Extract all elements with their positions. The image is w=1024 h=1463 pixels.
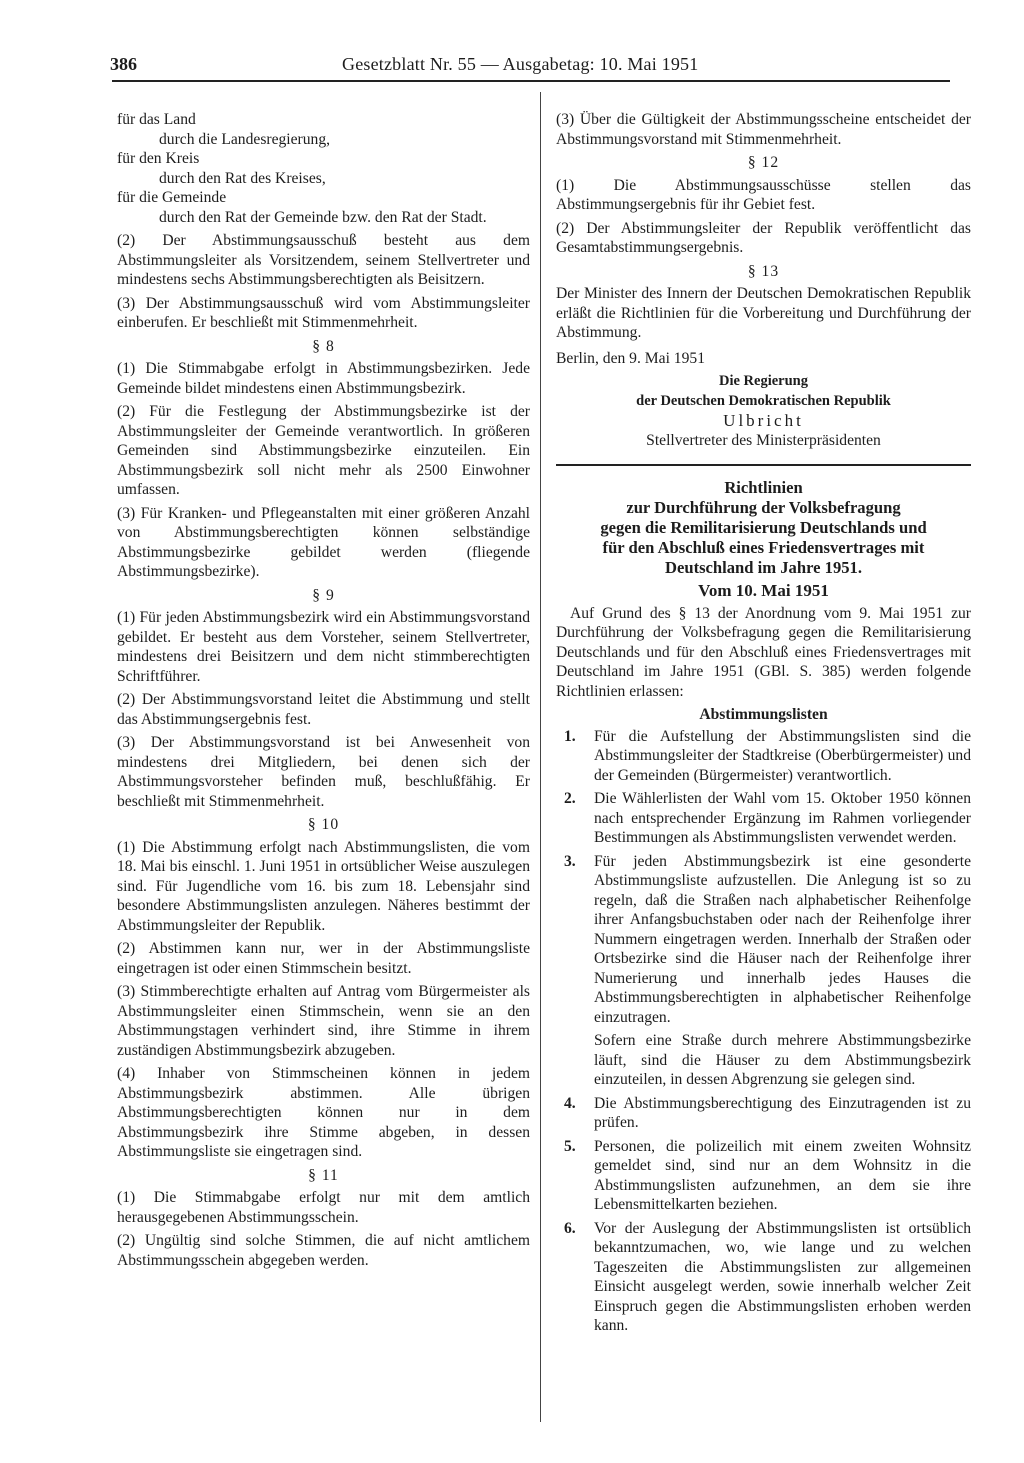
delegation-list	[117, 110, 530, 227]
section-13-heading: § 13	[747, 262, 780, 280]
section-8-heading: § 8	[312, 337, 335, 355]
delegation-gemeinde: für die Gemeinde	[117, 189, 227, 206]
item-text: Für die Aufstellung der Abstimmungslisten sind die Abstimmungsleiter der Stadtkreise (Oberbürgermeister) und der Gemeinden (Bürgermeister) verantwortlich.	[594, 727, 971, 784]
item-text: Die Wählerlisten der Wahl vom 15. Oktober 1950 können nach entsprechender Ergänzung im Rahmen vorliegender Bestimmungen als Abstimmungslisten verwendet werden.	[594, 790, 971, 846]
running-title: Gesetzblatt Nr. 55 — Ausgabetag: 10. Mai 1951	[342, 54, 699, 74]
signer-name: Ulbricht	[723, 411, 804, 430]
delegation-gemeinde-by: durch den Rat der Gemeinde bzw. den Rat der Stadt.	[159, 208, 487, 226]
section-12-heading: § 12	[747, 154, 780, 171]
s10-paragraph-1: (1) Die Abstimmung erfolgt nach Abstimmungslisten, die vom 18. Mai bis einschl. 1. Juni 1951 in ortsüblicher Weise auszulegen sind. Für Jugendliche vom 16. bis zum 18. Lebensjahr sind besondere Abstimmungslisten anzulegen. Näheres bestimmt der Abstimmungsleiter der Republik.	[117, 838, 530, 934]
s9-paragraph-3: (3) Der Abstimmungsvorstand ist bei Anwesenheit von mindestens drei Mitgliedern, bei denen sich der Abstimmungsvorsteher befinden muß, beschlußfähig. Er beschließt mit Stimmenmehrheit.	[117, 734, 530, 810]
item-text: Vor der Auslegung der Abstimmungslisten ist ortsüblich bekanntzumachen, wo, wie lange und zu welchen Tageszeiten die Abstimmungslisten zur allgemeinen Einsicht ausgelegt werden, sowie innerhalb welcher Zeit Einspruch gegen die Abstimmungslisten erhoben werden kann.	[594, 1219, 971, 1334]
list-item	[556, 1219, 971, 1336]
s10-paragraph-4: (4) Inhaber von Stimmscheinen können in jedem Abstimmungsbezirk abstimmen. Alle übrigen Abstimmungsberechtigten können nur in dem Abstimmungsbezirk ihre Stimme abgeben, in dessen Abstimmungsliste sie eingetragen sind.	[117, 1065, 530, 1160]
list-item	[556, 727, 971, 786]
s8-paragraph-2: (2) Für die Festlegung der Abstimmungsbezirke ist der Abstimmungsleiter der Gemeinde verantwortlich. In größeren Gemeinden sind Abstimmungsbezirke einzuteilen. Ein Abstimmungsbezirk soll nicht mehr als 2500 Einwohner umfassen.	[117, 403, 530, 498]
s8-paragraph-1: (1) Die Stimmabgabe erfolgt in Abstimmungsbezirken. Jede Gemeinde bildet mindestens einen Abstimmungsbezirk.	[117, 360, 530, 397]
guideline-title	[556, 478, 971, 578]
s9-paragraph-1: (1) Für jeden Abstimmungsbezirk wird ein Abstimmungsvorstand gebildet. Er besteht aus dem Vorsteher, seinem Stellvertreter, mindestens drei Beisitzern und dem nicht stimmberechtigten Schriftführer.	[117, 609, 530, 685]
item-number: 1.	[564, 727, 576, 745]
guideline-title-line-1: Richtlinien	[724, 478, 803, 497]
delegation-land: für das Land	[117, 111, 196, 128]
section-11-heading: § 11	[308, 1166, 339, 1184]
s11-paragraph-2: (2) Ungültig sind solche Stimmen, die auf nicht amtlichem Abstimmungsschein abgegeben werden.	[117, 1232, 530, 1269]
list-item	[556, 1137, 971, 1215]
s7-paragraph-3: (3) Der Abstimmungsausschuß wird vom Abstimmungsleiter einberufen. Er beschließt mit Stimmenmehrheit.	[117, 294, 530, 331]
left-column	[117, 110, 530, 1270]
guideline-title-line-3: gegen die Remilitarisierung Deutschlands und	[600, 518, 927, 537]
section-10-heading: § 10	[307, 816, 340, 833]
delegation-land-by: durch die Landesregierung,	[159, 130, 331, 148]
signer-role: Stellvertreter des Ministerpräsidenten	[646, 431, 881, 449]
list-item	[556, 1094, 971, 1133]
item-text: Personen, die polizeilich mit einem zweiten Wohnsitz gemeldet sind, sind nur an dem Wohnsitz in die Abstimmungslisten aufzunehmen, an dem sie ihre Lebensmittelkarten beziehen.	[594, 1137, 971, 1213]
item-number: 2.	[564, 790, 576, 807]
guideline-intro: Auf Grund des § 13 der Anordnung vom 9. Mai 1951 zur Durchführung der Volksbefragung gegen die Remilitarisierung Deutschlands und für den Abschluß eines Friedensvertrages mit Deutschland im Jahre 1951 (GBl. S. 385) werden folgende Richtlinien erlassen:	[556, 604, 971, 700]
item-text: Für jeden Abstimmungsbezirk ist eine gesonderte Abstimmungsliste aufzustellen. Die Anlegung ist so zu regeln, daß die Straßen nach alphabetischer Reihenfolge ihrer Anfangsbuchstaben oder nach der Reihenfolge ihrer Nummern eingetragen werden. Innerhalb der Straßen oder Ortsbezirke sind die Häuser nach der Reihenfolge ihrer Numerierung und innerhalb jedes Hauses die Abstimmungsberechtigten in alphabetischer Reihenfolge einzutragen.	[594, 852, 971, 1026]
s13-paragraph-1: Der Minister des Innern der Deutschen Demokratischen Republik erläßt die Richtlinien für die Vorbereitung und Durchführung der Abstimmung.	[556, 285, 971, 341]
page-header	[110, 52, 950, 76]
s10-paragraph-3: (3) Stimmberechtigte erhalten auf Antrag vom Bürgermeister als Abstimmungsleiter einen Stimmschein, wenn sie an den Abstimmungstagen verhindert sind, ihre Stimme in ihrem zuständigen Abstimmungsbezirk abzugeben.	[117, 983, 530, 1059]
item-number: 6.	[564, 1219, 576, 1237]
header-rule	[112, 80, 950, 82]
guideline-title-line-2: zur Durchführung der Volksbefragung	[626, 498, 901, 517]
item-number: 5.	[564, 1137, 576, 1155]
s9-paragraph-2: (2) Der Abstimmungsvorstand leitet die Abstimmung und stellt das Abstimmungsergebnis fest.	[117, 691, 530, 728]
list-item	[556, 852, 971, 1090]
item-number: 3.	[564, 852, 576, 870]
delegation-kreis: für den Kreis	[117, 150, 200, 167]
s12-paragraph-2: (2) Der Abstimmungsleiter der Republik veröffentlicht das Gesamtabstimmungsergebnis.	[556, 219, 971, 256]
government-line-2: der Deutschen Demokratischen Republik	[636, 392, 891, 409]
s10-paragraph-2: (2) Abstimmen kann nur, wer in der Abstimmungsliste eingetragen ist oder einen Stimmschein besitzt.	[117, 940, 530, 977]
item-text: Die Abstimmungsberechtigung des Einzutragenden ist zu prüfen.	[594, 1094, 971, 1131]
guideline-title-line-4: für den Abschluß eines Friedensvertrages mit	[602, 538, 925, 557]
guideline-items	[556, 727, 971, 1336]
s11-paragraph-1: (1) Die Stimmabgabe erfolgt nur mit dem amtlich herausgegebenen Abstimmungsschein.	[117, 1189, 530, 1226]
guideline-date: Vom 10. Mai 1951	[698, 581, 829, 600]
right-column	[556, 110, 971, 1340]
s12-paragraph-1: (1) Die Abstimmungsausschüsse stellen das Abstimmungsergebnis für ihr Gebiet fest.	[556, 176, 971, 213]
item-number: 4.	[564, 1094, 576, 1112]
subheading-abstimmungslisten: Abstimmungslisten	[699, 706, 828, 723]
list-item	[556, 789, 971, 848]
place-date: Berlin, den 9. Mai 1951	[556, 349, 705, 367]
section-9-heading: § 9	[312, 586, 335, 604]
column-divider	[540, 92, 541, 1422]
government-line-1: Die Regierung	[719, 373, 808, 389]
page-number: 386	[110, 54, 137, 74]
s7-paragraph-2: (2) Der Abstimmungsausschuß besteht aus dem Abstimmungsleiter als Vorsitzendem, seinem Stellvertreter und mindestens sechs Abstimmungsberechtigten als Beisitzern.	[117, 232, 530, 288]
delegation-kreis-by: durch den Rat des Kreises,	[159, 169, 326, 187]
s8-paragraph-3: (3) Für Kranken- und Pflegeanstalten mit einer größeren Anzahl von Abstimmungsberechtigten können selbständige Abstimmungsbezirke gebildet werden (fliegende Abstimmungsbezirke).	[117, 504, 530, 580]
section-separator	[556, 464, 971, 466]
item-text-continued: Sofern eine Straße durch mehrere Abstimmungsbezirke läuft, sind die Häuser zu dem Abstimmungsbezirk einzuteilen, in dessen Abgrenzung sie gelegen sind.	[594, 1032, 971, 1088]
s11-paragraph-3: (3) Über die Gültigkeit der Abstimmungsscheine entscheidet der Abstimmungsvorstand mit Stimmenmehrheit.	[556, 111, 971, 148]
guideline-title-line-5: Deutschland im Jahre 1951.	[665, 558, 862, 577]
